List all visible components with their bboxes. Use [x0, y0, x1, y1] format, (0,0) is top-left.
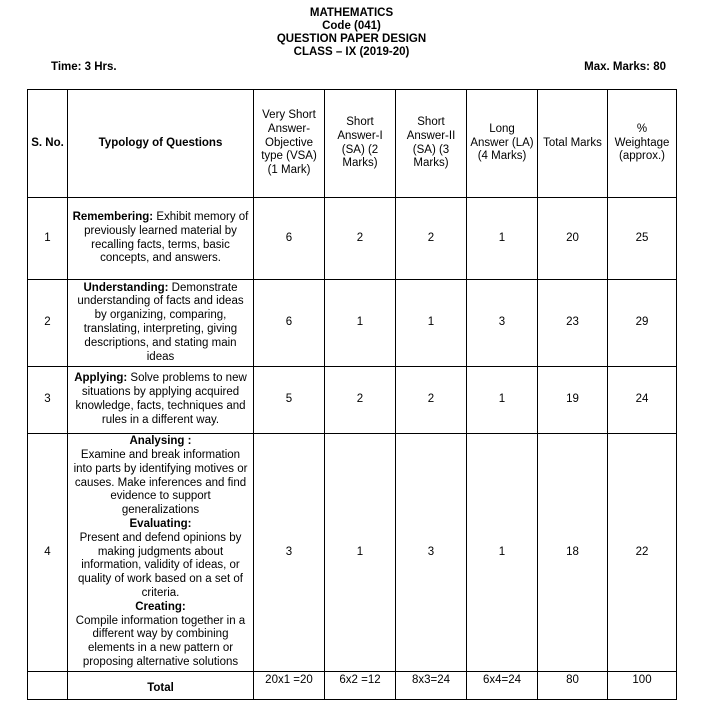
- header-weightage: % Weightage (approx.): [608, 90, 677, 198]
- row-la: 3: [467, 280, 538, 367]
- creating-description: Compile information together in a different way by combining elements in a new pattern or proposing alternative solutions: [75, 614, 246, 668]
- row-total: 18: [538, 434, 608, 672]
- row-weightage: 29: [608, 280, 677, 367]
- row-weightage: 22: [608, 434, 677, 672]
- row-sno: 3: [28, 367, 68, 434]
- row-sa1: 1: [325, 434, 396, 672]
- row-total: 19: [538, 367, 608, 434]
- row-la: 1: [467, 198, 538, 280]
- row-la: 1: [467, 367, 538, 434]
- row-vsa: 6: [254, 198, 325, 280]
- typology-title: Understanding:: [83, 281, 169, 294]
- total-marks: 80: [538, 672, 608, 700]
- row-sno: 1: [28, 198, 68, 280]
- total-vsa: 20x1 =20: [254, 672, 325, 700]
- creating-title: Creating:: [135, 600, 186, 613]
- subject-code: Code (041): [322, 20, 381, 32]
- row-weightage: 25: [608, 198, 677, 280]
- analysing-title: Analysing :: [129, 435, 192, 448]
- row-vsa: 6: [254, 280, 325, 367]
- typology-description: Exhibit memory of previously learned material by recalling facts, terms, basic concepts, and answers.: [84, 210, 249, 265]
- total-la: 6x4=24: [467, 672, 538, 700]
- table-row: [28, 280, 677, 367]
- max-marks-label: Max. Marks: 80: [584, 61, 666, 73]
- total-sa2: 8x3=24: [396, 672, 467, 700]
- row-la: 1: [467, 434, 538, 672]
- question-paper-design-table: [27, 89, 677, 700]
- header-total: Total Marks: [538, 90, 608, 198]
- header-sa2: Short Answer-II (SA) (3 Marks): [396, 90, 467, 198]
- total-label: Total: [68, 672, 254, 700]
- typology-title: Remembering:: [72, 210, 154, 223]
- header-sa1: Short Answer-I (SA) (2 Marks): [325, 90, 396, 198]
- header-vsa: Very Short Answer-Objective type (VSA) (1 Mark): [254, 90, 325, 198]
- table-row: [28, 198, 677, 280]
- evaluating-description: Present and defend opinions by making judgments about information, validity of ideas, or quality of work based on a set of criteria.: [78, 531, 243, 599]
- paper-design-title: QUESTION PAPER DESIGN: [276, 33, 427, 45]
- row-sa1: 1: [325, 280, 396, 367]
- row-vsa: 5: [254, 367, 325, 434]
- row-typology: [68, 280, 254, 367]
- row-vsa: 3: [254, 434, 325, 672]
- row-typology: [68, 198, 254, 280]
- row-typology: [68, 434, 254, 672]
- header-sno: S. No.: [28, 90, 68, 198]
- total-weightage: 100: [608, 672, 677, 700]
- table-row: [28, 434, 677, 672]
- total-sa1: 6x2 =12: [325, 672, 396, 700]
- row-sa2: 3: [396, 434, 467, 672]
- row-sa2: 1: [396, 280, 467, 367]
- row-total: 20: [538, 198, 608, 280]
- total-row: [28, 672, 677, 700]
- typology-description: Demonstrate understanding of facts and ideas by organizing, comparing, translating, interpreting, giving descriptions, and stating main ideas: [77, 281, 244, 363]
- typology-description: Solve problems to new situations by applying acquired knowledge, facts, techniques and rules in a different way.: [75, 372, 247, 426]
- class-title: CLASS – IX (2019-20): [293, 46, 410, 58]
- header-row: [28, 90, 677, 198]
- row-sa2: 2: [396, 198, 467, 280]
- row-sa1: 2: [325, 198, 396, 280]
- table-row: [28, 367, 677, 434]
- row-sno: 2: [28, 280, 68, 367]
- row-total: 23: [538, 280, 608, 367]
- analysing-description: Examine and break information into parts by identifying motives or causes. Make inferences and find evidence to support generalizations: [73, 449, 248, 517]
- row-typology: [68, 367, 254, 434]
- header-la: Long Answer (LA) (4 Marks): [467, 90, 538, 198]
- total-sno-empty: [28, 672, 68, 700]
- row-sa2: 2: [396, 367, 467, 434]
- document-subject: MATHEMATICS: [309, 7, 394, 19]
- row-sa1: 2: [325, 367, 396, 434]
- evaluating-title: Evaluating:: [129, 518, 192, 530]
- time-label: Time: 3 Hrs.: [51, 61, 117, 73]
- typology-title: Applying:: [74, 372, 128, 385]
- row-sno: 4: [28, 434, 68, 672]
- row-weightage: 24: [608, 367, 677, 434]
- header-typology: Typology of Questions: [68, 90, 254, 198]
